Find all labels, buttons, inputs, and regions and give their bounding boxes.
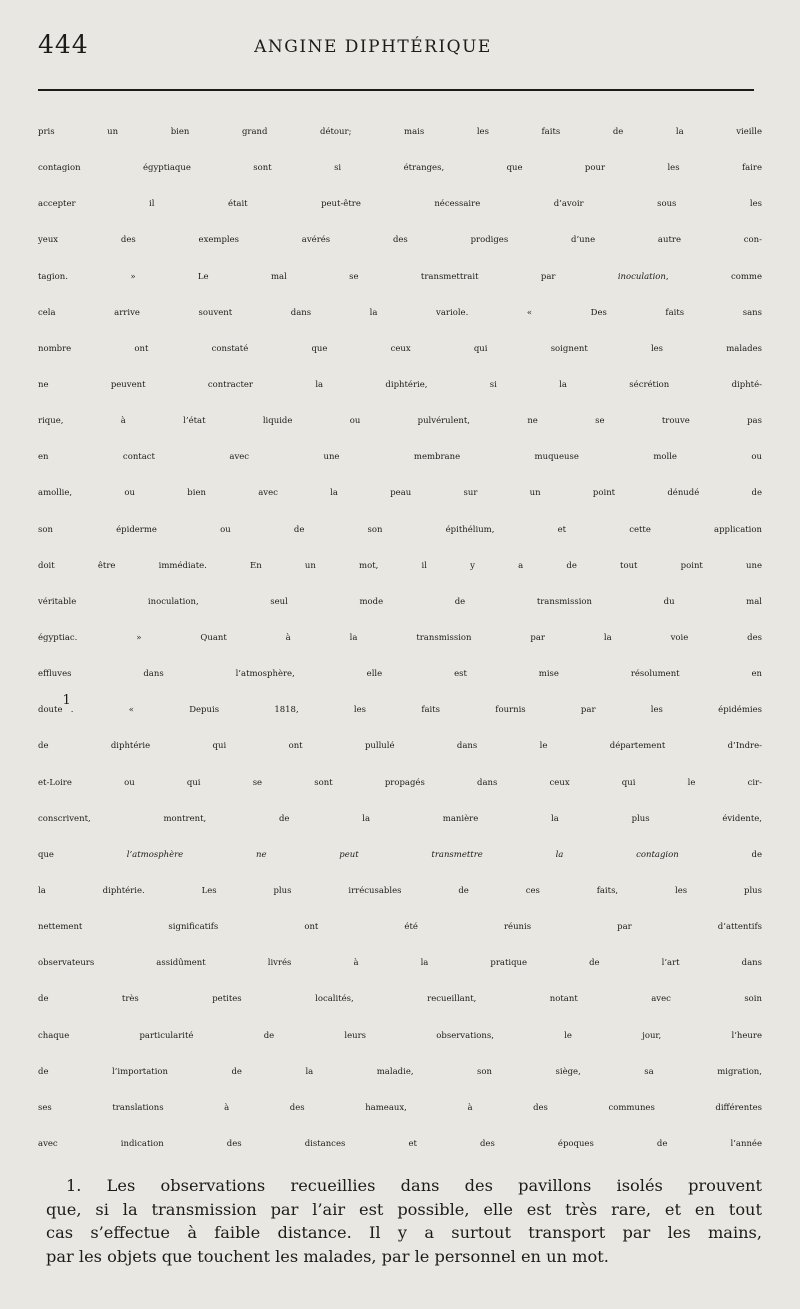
footnote-marker: 1 xyxy=(62,693,71,709)
text-line: son épiderme ou de son épithélium, et cette application xyxy=(38,524,762,535)
text-line: cela arrive souvent dans la variole. « Des faits sans xyxy=(38,307,762,318)
text-line: de très petites localités, recueillant, notant avec soin xyxy=(38,994,762,1005)
text-line: doit être immédiate. En un mot, il y a de tout point une xyxy=(38,560,762,571)
text-line: la diphtérie. Les plus irrécusables de ces faits, les plus xyxy=(38,885,762,896)
body-text xyxy=(38,114,762,1162)
footnote-line: 1. Les observations recueillies dans des pavillons isolés prouvent xyxy=(66,1176,762,1195)
text-line xyxy=(38,837,762,873)
text-line: observateurs assidûment livrés à la pratique de l’art dans xyxy=(38,958,762,969)
text-line: nettement significatifs ont été réunis par d’attentifs xyxy=(38,922,762,933)
text-segment: , comme xyxy=(665,271,762,282)
text-line: amollie, ou bien avec la peau sur un point dénudé de xyxy=(38,488,762,499)
page-number: 444 xyxy=(38,30,89,59)
text-line: égyptiac. » Quant à la transmission par la voie des xyxy=(38,632,762,643)
text-segment: tagion. » Le mal se transmettrait par xyxy=(38,271,618,282)
text-segment: doute xyxy=(38,705,63,716)
italic-text: inoculation xyxy=(617,271,666,282)
text-segment: . « Depuis 1818, les faits fournis par les épidémies xyxy=(70,705,762,716)
text-line: en contact avec une membrane muqueuse molle ou xyxy=(38,452,762,463)
text-line: chaque particularité de leurs observations, le jour, l’heure xyxy=(38,1030,762,1041)
running-head: ANGINE DIPHTÉRIQUE xyxy=(254,37,492,57)
text-line xyxy=(38,259,762,295)
footnote-line: cas s’effectue à faible distance. Il y a surtout transport par les mains, xyxy=(46,1223,762,1242)
text-line: de l’importation de la maladie, son siège, sa migration, xyxy=(38,1066,762,1077)
italic-text: l’atmosphère ne peut transmettre la contagion xyxy=(126,849,679,860)
text-line: ne peuvent contracter la diphtérie, si la sécrétion diphté- xyxy=(38,379,762,390)
text-line: rique, à l’état liquide ou pulvérulent, ne se trouve pas xyxy=(38,416,762,427)
text-line: avec indication des distances et des époques de l’année xyxy=(38,1138,762,1149)
footnotes xyxy=(46,1174,762,1268)
text-line: pris un bien grand détour; mais les faits de la vieille xyxy=(38,127,762,137)
text-line: accepter il était peut-être nécessaire d’avoir sous les xyxy=(38,199,762,210)
page-header xyxy=(38,30,758,70)
footnote-line: que, si la transmission par l’air est possible, elle est très rare, et en tout xyxy=(46,1199,762,1219)
footnote-line: par les objets que touchent les malades, par le personnel en un mot. xyxy=(46,1246,609,1266)
header-rule xyxy=(38,89,754,91)
text-segment: de xyxy=(678,849,762,860)
text-line: conscrivent, montrent, de la manière la plus évidente, xyxy=(38,813,762,824)
text-line: de diphtérie qui ont pullulé dans le département d’Indre- xyxy=(38,741,762,752)
text-line: effluves dans l’atmosphère, elle est mise résolument en xyxy=(38,669,762,680)
text-line: nombre ont constaté que ceux qui soignent les malades xyxy=(38,343,762,354)
text-line: ses translations à des hameaux, à des communes différentes xyxy=(38,1102,762,1113)
text-line: contagion égyptiaque sont si étranges, que pour les faire xyxy=(38,163,762,174)
text-line: véritable inoculation, seul mode de transmission du mal xyxy=(38,596,762,607)
text-segment: que xyxy=(38,849,127,860)
text-line xyxy=(38,692,762,728)
text-line: yeux des exemples avérés des prodiges d’une autre con- xyxy=(38,235,762,246)
text-line: et-Loire ou qui se sont propagés dans ceux qui le cir- xyxy=(38,777,762,788)
